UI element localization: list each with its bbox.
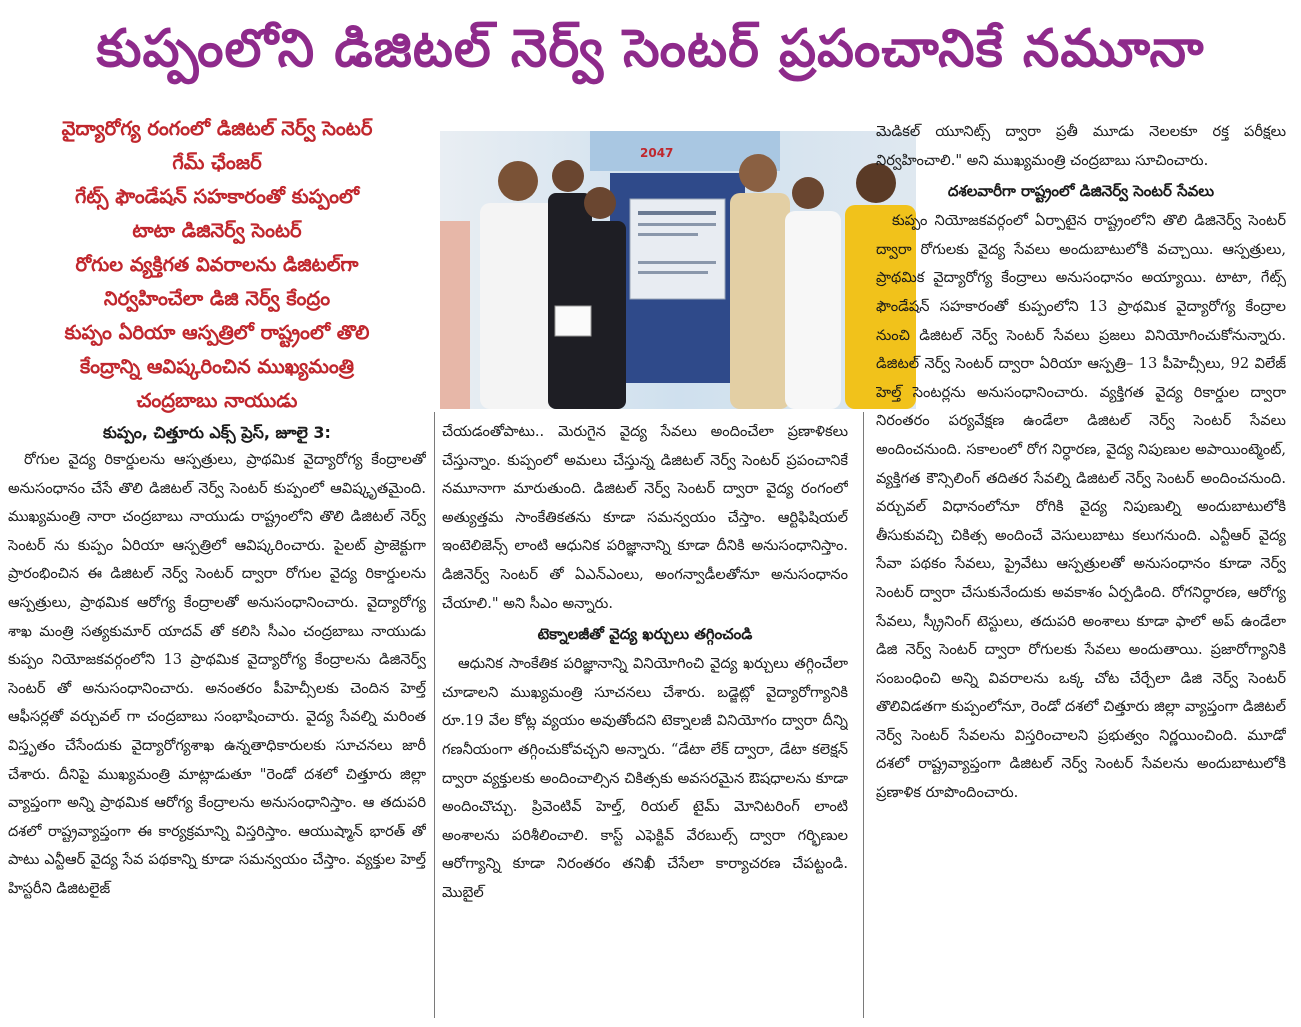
article-body: [442, 418, 848, 908]
column-divider: [863, 412, 864, 1018]
inauguration-photo: [440, 131, 916, 409]
deck-line: వైద్యారోగ్య రంగంలో డిజిటల్ నెర్వ్ సెంటర్: [61, 117, 373, 140]
column-right: [876, 118, 1286, 1024]
deck-line: నిర్వహించేలా డిజి నెర్వ్ కేంద్రం: [103, 287, 331, 310]
deck-line: రోగుల వ్యక్తిగత వివరాలను డిజిటల్‌గా: [75, 253, 359, 276]
subheading: దశలవారీగా రాష్ట్రంలో డిజినెర్వ్ సెంటర్ సేవలు: [947, 182, 1215, 201]
deck-line: కుప్పం ఏరియా ఆస్పత్రిలో రాష్ట్రంలో తొలి: [64, 321, 370, 344]
photo-illustration: [440, 131, 916, 409]
paragraph: రోగుల వైద్య రికార్డులను ఆస్పత్రులు, ప్రాథమిక వైద్యారోగ్య కేంద్రాలతో అనుసంధానం చేసే తొలి డిజిటల్ నెర్వ్ సెంటర్ కుప్పంలో ఆవిష్కృతమైంది. ముఖ్యమంత్రి నారా చంద్రబాబు నాయుడు రాష్ట్రంలోని తొలి డిజిటల్ నెర్వ్ సెంటర్ ను కుప్పం ఏరియా ఆస్పత్రిలో ఆవిష్కరించారు. పైలట్ ప్రాజెక్టుగా ప్రారంభించిన ఈ డిజిటల్ నెర్వ్ సెంటర్ ద్వారా రోగుల వైద్య రికార్డులను ఆస్పత్రులు, ప్రాథమిక ఆరోగ్య కేంద్రాలతో అనుసంధానించారు. వైద్యారోగ్య శాఖ మంత్రి సత్యకుమార్ యాదవ్ తో కలిసి సీఎం చంద్రబాబు నాయుడు కుప్పం నియోజకవర్గంలోని 13 ప్రాథమిక వైద్యారోగ్య కేంద్రాలను డిజినెర్వ్ సెంటర్ తో అనుసంధానించారు. అనంతరం పీహెచ్సీలకు చెందిన హెల్త్ ఆఫీసర్లతో వర్చువల్ గా చంద్రబాబు సంభాషించారు. వైద్య సేవల్ని మరింత విస్తృతం చేసేందుకు వైద్యారోగ్యశాఖ ఉన్నతాధికారులకు సూచనలు జారీ చేశారు. దీనిపై ముఖ్యమంత్రి మాట్లాడుతూ "రెండో దశలో చిత్తూరు జిల్లా వ్యాప్తంగా అన్ని ప్రాథమిక ఆరోగ్య కేంద్రాలను అనుసంధానిస్తాం. ఆ తదుపరి దశలో రాష్ట్రవ్యాప్తంగా ఈ కార్యక్రమాన్ని విస్తరిస్తాం. ఆయుష్మాన్ భారత్ తో పాటు ఎన్టీఆర్ వైద్య సేవ పథకాన్ని కూడా సమన్వయం చేస్తాం. వ్యక్తుల హెల్త్ హిస్టరీని డిజిటలైజ్: [8, 451, 426, 897]
article-body: [8, 446, 426, 904]
deck-line: గేట్స్ ఫౌండేషన్ సహకారంతో కుప్పంలో: [74, 185, 360, 208]
deck-line: కేంద్రాన్ని ఆవిష్కరించిన ముఖ్యమంత్రి: [79, 355, 355, 378]
column-middle: [442, 418, 848, 1024]
deck-block: [8, 112, 426, 418]
headline: కుప్పంలోని డిజిటల్ నెర్వ్ సెంటర్ ప్రపంచానికే నమూనా: [96, 18, 1205, 79]
column-divider: [434, 412, 435, 1018]
banner-text: 2047: [640, 146, 674, 160]
paragraph: ఆధునిక సాంకేతిక పరిజ్ఞానాన్ని వినియోగించి వైద్య ఖర్చులు తగ్గించేలా చూడాలని ముఖ్యమంత్రి సూచనలు చేశారు. బడ్జెట్లో వైద్యారోగ్యానికి రూ.19 వేల కోట్ల వ్యయం అవుతోందని టెక్నాలజీ వినియోగం ద్వారా దీన్ని గణనీయంగా తగ్గించుకోవచ్చని అన్నారు. “డేటా లేక్ ద్వారా, డేటా కలెక్షన్ ద్వారా వ్యక్తులకు అందించాల్సిన చికిత్సకు అవసరమైన ఔషధాలను కూడా అందించొచ్చు. ప్రివెంటివ్ హెల్త్, రియల్ టైమ్ మోనిటరింగ్ లాంటి అంశాలను పరిశీలించాలి. కాస్ట్ ఎఫెక్టివ్ వేరబుల్స్ ద్వారా గర్భిణుల ఆరోగ్యాన్ని కూడా నిరంతరం తనిఖీ చేసేలా కార్యాచరణ చేపట్టండి. మొబైల్: [442, 655, 848, 901]
dateline: కుప్పం, చిత్తూరు ఎక్స్ ప్రెస్, జూలై 3:: [103, 423, 331, 442]
paragraph: కుప్పం నియోజకవర్గంలో ఏర్పాటైన రాష్ట్రంలోని తొలి డిజినెర్వ్ సెంటర్ ద్వారా రోగులకు వైద్య సేవలు అందుబాటులోకి వచ్చాయి. ఆస్పత్రులు, ప్రాథమిక వైద్యారోగ్య కేంద్రాలు అనుసంధానం అయ్యాయి. టాటా, గేట్స్ ఫౌండేషన్ సహకారంతో కుప్పంలోని 13 ప్రాథమిక వైద్యారోగ్య కేంద్రాల నుంచి డిజిటల్ నెర్వ్ సెంటర్ సేవలు ప్రజలు వినియోగించుకోనున్నారు. డిజిటల్ నెర్వ్ సెంటర్ ద్వారా ఏరియా ఆస్పత్రి– 13 పీహెచ్సీలు, 92 విలేజ్ హెల్త్ సెంటర్లను అనుసంధానించారు. వ్యక్తిగత వైద్య రికార్డుల ద్వారా నిరంతరం పర్యవేక్షణ ఉండేలా డిజిటల్ నెర్వ్ సెంటర్ సేవలు అందించనుంది. సకాలంలో రోగ నిర్ధారణ, వైద్య నిపుణుల అపాయింట్మెంట్, వ్యక్తిగత కౌన్సిలింగ్ తదితర సేవల్ని డిజిటల్ నెర్వ్ సెంటర్ అందించనుంది. వర్చువల్ విధానంలోనూ రోగికి వైద్య నిపుణుల్ని అందుబాటులోకి తీసుకువచ్చి చికిత్స అందించే వెసులుబాటు కలుగనుంది. ఎన్టీఆర్ వైద్య సేవా పథకం సేవలు, ప్రైవేటు ఆస్పత్రులతో అనుసంధానం కూడా నెర్వ్ సెంటర్ ద్వారా చేసుకునేందుకు అవకాశం ఏర్పడింది. రోగనిర్ధారణ, ఆరోగ్య సేవలు, స్క్రీనింగ్ టెస్టులు, తదుపరి అంశాలు కూడా ఫాలో అప్ ఉండేలా డిజి నెర్వ్ సెంటర్ ద్వారా రోగులకు సేవలు అందుతాయి. ప్రజారోగ్యానికి సంబంధించి అన్ని వివరాలను ఒక్క చోట చేర్చేలా డిజి నెర్వ్ సెంటర్ తొలివిడతగా కుప్పంలోనూ, రెండో దశలో చిత్తూరు జిల్లా వ్యాప్తంగా డిజిటల్ నెర్వ్ సెంటర్ సేవలను విస్తరించాలని ప్రభుత్వం నిర్ణయించింది. మూడో దశలో రాష్ట్రవ్యాప్తంగా డిజిటల్ నెర్వ్ సెంటర్ సేవలను అందుబాటులోకి ప్రణాళిక రూపొందించారు.: [876, 212, 1286, 802]
column-left: [8, 112, 426, 1024]
deck-line: టాటా డిజినెర్వ్ సెంటర్: [132, 219, 302, 242]
subheading: టెక్నాలజీతో వైద్య ఖర్చులు తగ్గించండి: [537, 625, 753, 644]
article-body: [876, 118, 1286, 808]
paragraph: మెడికల్ యూనిట్స్ ద్వారా ప్రతీ మూడు నెలలకూ రక్త పరీక్షలు నిర్వహించాలి." అని ముఖ్యమంత్రి చంద్రబాబు సూచించారు.: [876, 123, 1286, 169]
paragraph: చేయడంతోపాటు.. మెరుగైన వైద్య సేవలు అందించేలా ప్రణాళికలు చేస్తున్నాం. కుప్పంలో అమలు చేస్తున్న డిజిటల్ నెర్వ్ సెంటర్ ప్రపంచానికే నమూనాగా మారుతుంది. డిజిటల్ నెర్వ్ సెంటర్ ద్వారా వైద్య రంగంలో అత్యుత్తమ సాంకేతికతను కూడా సమన్వయం చేస్తాం. ఆర్టిఫిషియల్ ఇంటెలిజెన్స్ లాంటి ఆధునిక పరిజ్ఞానాన్ని కూడా దీనికి అనుసంధానిస్తాం. డిజినెర్వ్ సెంటర్ తో ఏఎన్ఎంలు, అంగన్వాడీలతోనూ అనుసంధానం చేయాలి." అని సీఎం అన్నారు.: [442, 423, 848, 612]
deck-line: గేమ్ ఛేంజర్: [172, 151, 262, 174]
deck-line: చంద్రబాబు నాయుడు: [136, 389, 298, 412]
